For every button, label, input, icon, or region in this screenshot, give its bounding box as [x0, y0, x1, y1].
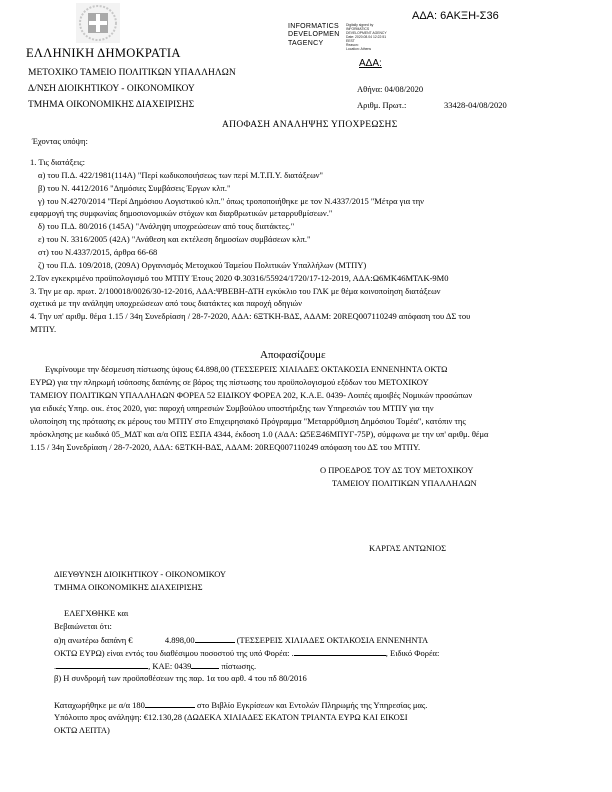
verification-department: ΤΜΗΜΑ ΟΙΚΟΝΟΜΙΚΗΣ ΔΙΑΧΕΙΡΙΣΗΣ	[54, 582, 203, 592]
digital-signature	[346, 23, 387, 51]
decision-line: για ειδικές Υπηρ. οικ. έτος 2020, για: παροχή υπηρεσιών Συμβούλου υποστήριξης των Υπηρεσιών του ΜΤΠΥ για την	[30, 403, 434, 413]
decision-line: Εγκρίνουμε την δέσμευση πίστωσης ύψους €4.898,00 (ΤΕΣΣΕΡΕΙΣ ΧΙΛΙΑΔΕΣ ΟΚΤΑΚΟΣΙΑ ΕΝΝΕΝΗΝΤΑ ΟΚΤΩ	[45, 364, 448, 374]
checked-label: ΕΛΕΓΧΘΗΚΕ και	[64, 608, 129, 618]
ada-label: ΑΔΑ:	[359, 58, 382, 69]
blank-field	[56, 660, 148, 669]
provision-point-2: 2.Τον εγκεκριμένο προϋπολογισμό του ΜΤΠΥ Έτους 2020 Φ.30316/55924/1720/17-12-2019, ΑΔΑ:Ω6ΜΚ46ΜΤΛΚ-9Μ0	[30, 273, 449, 283]
conditions-line: β) Η συνδρομή των προϋποθέσεων της παρ. 1α του αρθ. 4 του πδ 80/2016	[54, 673, 307, 683]
expense-words: (ΤΕΣΣΕΡΕΙΣ ΧΙΛΙΑΔΕΣ ΟΚΤΑΚΟΣΙΑ ΕΝΝΕΝΗΝΤΑ	[234, 635, 429, 645]
sig-line: Reason:	[346, 43, 359, 47]
registration-suffix: στο Βιβλίο Εγκρίσεων και Εντολών Πληρωμής της Υπηρεσίας μας.	[194, 700, 428, 710]
greek-emblem-icon	[76, 3, 120, 43]
decision-line: ΕΥΡΩ) για την πληρωμή ισόποσης δαπάνης σε βάρος της πίστωσης του προϋπολογισμού εξόδων του ΜΕΤΟΧΙΚΟΥ	[30, 377, 429, 387]
decision-line: ΤΑΜΕΙΟΥ ΠΟΛΙΤΙΚΩΝ ΥΠΑΛΛΗΛΩΝ ΦΟΡΕΑ 52 ΕΙΔΙΚΟΥ ΦΟΡΕΑ 202, Κ.Α.Ε. 0439- Λοιπές αμοιβές Νομικών προσώπων	[30, 390, 473, 400]
provision-item: γ) του Ν.4270/2014 "Περί Δημόσιου Λογιστικού κλπ." όπως τροποποιήθηκε με τον Ν.4337/2015 "Μέτρα για την	[38, 196, 424, 206]
registration-prefix: Καταχωρήθηκε με α/α 180	[54, 700, 145, 710]
sig-line: Digitally signed by	[346, 23, 374, 27]
protocol-label: Αριθμ. Πρωτ.:	[357, 100, 407, 110]
org-department: ΤΜΗΜΑ ΟΙΚΟΝΟΜΙΚΗΣ ΔΙΑΧΕΙΡΙΣΗΣ	[28, 100, 195, 110]
org-division: Δ/ΝΣΗ ΔΙΟΙΚΗΤΙΚΟΥ - ΟΙΚΟΝΟΜΙΚΟΥ	[28, 84, 195, 94]
date-label: Αθήνα: 04/08/2020	[357, 84, 424, 94]
sig-line: Location: Athens	[346, 47, 372, 51]
provision-item-cont: εφαρμογή της συμφωνίας δημοσιονομικών στόχων και διαρθρωτικών μεταρρυθμίσεων."	[30, 208, 333, 218]
expense-line-2	[54, 647, 439, 658]
provision-item: στ) του Ν.4337/2015, άρθρα 66-68	[38, 247, 158, 257]
considering-label: Έχοντας υπόψη:	[32, 136, 88, 146]
blank-field	[195, 634, 235, 643]
provision-item: β) του Ν. 4412/2016 "Δημόσιες Συμβάσεις Έργων κλπ."	[38, 183, 231, 193]
protocol-number: 33428-04/08/2020	[444, 100, 507, 110]
verification-division: ΔΙΕΥΘΥΝΣΗ ΔΙΟΙΚΗΤΙΚΟΥ - ΟΙΚΟΝΟΜΙΚΟΥ	[54, 569, 227, 579]
sig-line: DEVELOPMENT AGENCY	[346, 31, 387, 35]
provision-point-3-cont: σχετικά με την ανάληψη υποχρεώσεων από τους διατάκτες και παροχή οδηγιών	[30, 298, 302, 308]
agency-line: TAGENCY	[288, 39, 324, 47]
expense-body-prefix: ΟΚΤΩ ΕΥΡΩ) είναι εντός του διαθέσιμου ποσοστού της υπό Φορέα: .	[54, 648, 294, 658]
kae-label: , ΚΑΕ: 0439	[148, 661, 192, 671]
certified-label: Βεβαιώνεται ότι:	[54, 621, 112, 631]
decision-line: 1.15 / 34η Συνεδρίαση / 28-7-2020, ΑΔΑ: 6ΞΤΚΗ-ΒΔΣ, ΑΔΑΜ: 20REQ007110249 απόφαση του ΔΣ του ΜΤΠΥ.	[30, 442, 421, 452]
blank-field	[294, 647, 386, 656]
expense-line-3	[54, 660, 256, 671]
sig-line: INFORMATICS	[346, 27, 370, 31]
provision-item: ζ) του Π.Δ. 109/2018, (209Α) Οργανισμός Μετοχικού Ταμείου Πολιτικών Υπαλλήλων (ΜΤΠΥ)	[38, 260, 367, 270]
provisions-heading: 1. Τις διατάξεις:	[30, 157, 86, 167]
balance-line-cont: ΟΚΤΩ ΛΕΠΤΑ)	[54, 725, 110, 735]
ada-top-label: ΑΔΑ: 6ΑΚΞΗ-Σ36	[412, 10, 499, 22]
special-body-label: , Ειδικό Φορέα:	[385, 648, 440, 658]
signatory-title: Ο ΠΡΟΕΔΡΟΣ ΤΟΥ ΔΣ ΤΟΥ ΜΕΤΟΧΙΚΟΥ	[320, 465, 474, 475]
decision-line: πρόσκλησης με κωδικό 05_ΜΔΤ και α/α ΟΠΣ ΕΣΠΑ 4344, έκδοση 1.0 (ΑΔΑ: Ω5ΕΞ46ΜΠΥΓ-75Ρ), σύμφωνα με την υπ' αριθμ. θέμα	[30, 429, 489, 439]
document-title: ΑΠΟΦΑΣΗ ΑΝΑΛΗΨΗΣ ΥΠΟΧΡΕΩΣΗΣ	[222, 120, 398, 130]
decision-heading: Αποφασίζουμε	[260, 349, 326, 361]
registration-line	[54, 699, 427, 710]
expense-line	[54, 634, 428, 645]
signatory-title-cont: ΤΑΜΕΙΟΥ ΠΟΛΙΤΙΚΩΝ ΥΠΑΛΛΗΛΩΝ	[332, 478, 477, 488]
decision-line: υλοποίηση της πρότασης εκ μέρους του ΜΤΠΥ στο Επιχειρησιακό Πρόγραμμα "Μεταρρύθμιση Δημόσιου Τομέα", κατόπιν της	[30, 416, 466, 426]
sig-line: Date: 2020.08.04 12:22:51	[346, 35, 387, 39]
provision-point-4-cont: ΜΤΠΥ.	[30, 324, 57, 334]
expense-prefix: α)η ανωτέρω δαπάνη €	[54, 635, 133, 645]
provision-item: δ) του Π.Δ. 80/2016 (145Α) "Ανάληψη υποχρεώσεων από τους διατάκτες."	[38, 221, 295, 231]
blank-field	[191, 660, 219, 669]
expense-amount: 4.898,00	[164, 635, 195, 645]
provision-point-3: 3. Την με αρ. πρωτ. 2/100018/0026/30-12-2016, ΑΔΑ:ΨΒΕΒΗ-ΔΤΗ εγκύκλιο του ΓΛΚ με θέμα κοινοποίηση διατάξεων	[30, 286, 441, 296]
provision-item: ε) του Ν. 3316/2005 (42Α) "Ανάθεση και εκτέλεση δημοσίων συμβάσεων κλπ."	[38, 234, 311, 244]
agency-line: DEVELOPMEN	[288, 31, 340, 39]
provision-item: α) του Π.Δ. 422/1981(114Α) "Περί κωδικοποιήσεως των περί Μ.Τ.Π.Υ. διατάξεων"	[38, 170, 323, 180]
signatory-name: ΚΑΡΓΑΣ ΑΝΤΩΝΙΟΣ	[369, 543, 447, 553]
agency-line: INFORMATICS	[288, 23, 340, 30]
sig-line: EEST	[346, 39, 355, 43]
blank-field	[145, 699, 195, 708]
provision-point-4: 4. Την υπ' αριθμ. θέμα 1.15 / 34η Συνεδρίαση / 28-7-2020, ΑΔΑ: 6ΞΤΚΗ-ΒΔΣ, ΑΔΑΜ: 20REQ007110249 απόφαση του ΔΣ του	[30, 311, 471, 321]
balance-line: Υπόλοιπο προς ανάληψη: €12.130,28 (ΔΩΔΕΚΑ ΧΙΛΙΑΔΕΣ ΕΚΑΤΟΝ ΤΡΙΑΝΤΑ ΕΥΡΩ ΚΑΙ ΕΙΚΟΣΙ	[54, 712, 408, 722]
republic-title: ΕΛΛΗΝΙΚΗ ΔΗΜΟΚΡΑΤΙΑ	[26, 46, 181, 60]
dot: .	[54, 661, 57, 671]
org-name: ΜΕΤΟΧΙΚΟ ΤΑΜΕΙΟ ΠΟΛΙΤΙΚΩΝ ΥΠΑΛΛΗΛΩΝ	[28, 68, 236, 78]
credit-label: πίστωσης.	[219, 661, 257, 671]
agency-name	[288, 23, 340, 48]
